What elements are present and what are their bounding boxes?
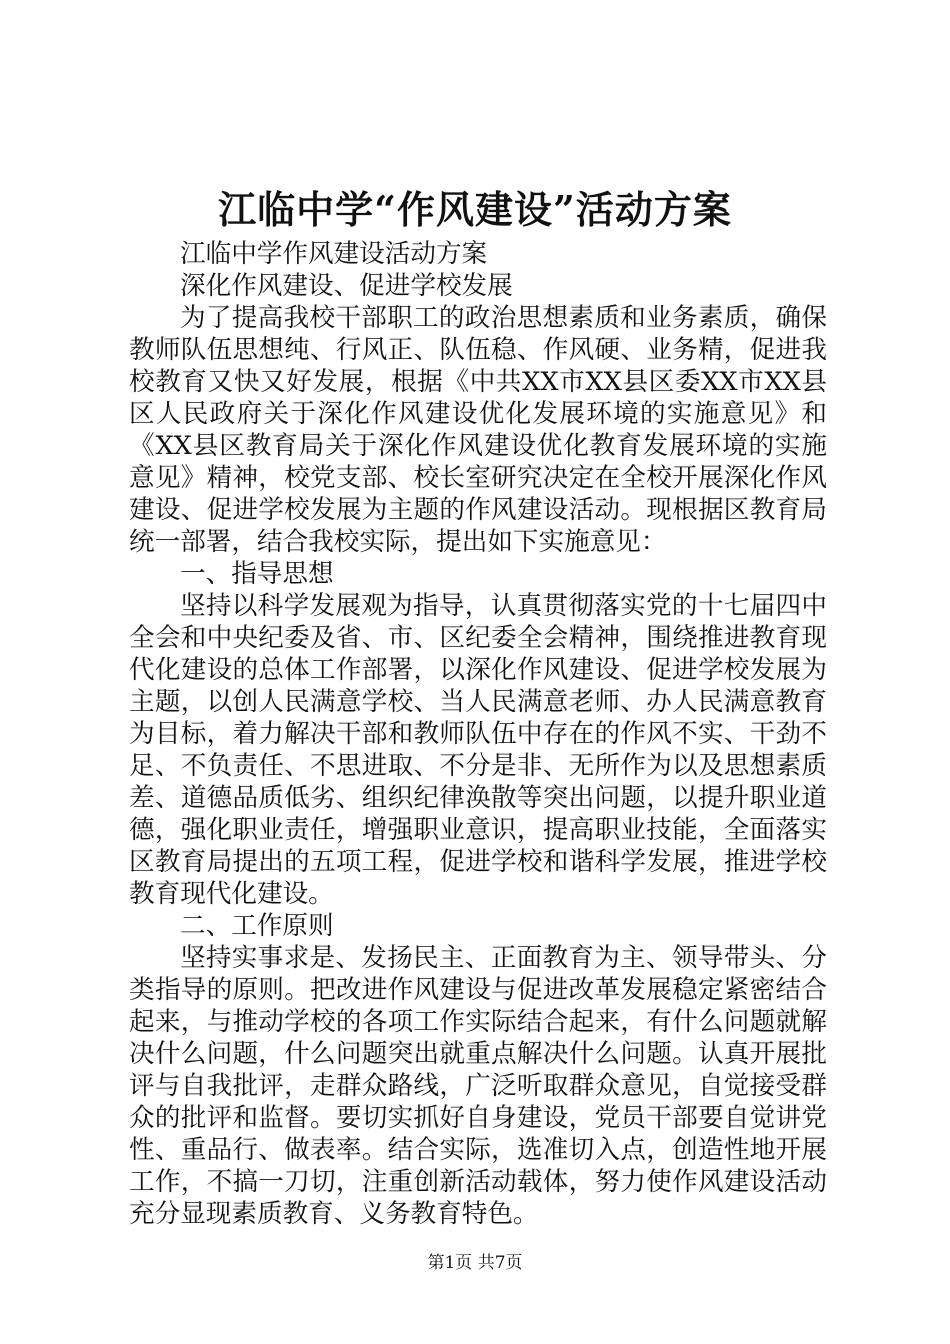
subtitle-line: 江临中学作风建设活动方案: [180, 239, 488, 269]
work-principles-paragraph: 坚持实事求是、发扬民主、正面教育为主、领导带头、分类指导的原则。把改进作风建设与促进改革发展稳定紧密结合起来，与推动学校的各项工作实际结合起来，有什么问题就解决什么问题，什么问题突出就重点解决什么问题。认真开展批评与自我批评，走群众路线，广泛听取群众意见，自觉接受群众的批评和监督。要切实抓好自身建设，党员干部要自觉讲党性、重品行、做表率。结合实际，选准切入点，创造性地开展工作，不搞一刀切，注重创新活动载体，努力使作风建设活动充分显现素质教育、义务教育特色。: [129, 943, 827, 1229]
document-title: 江临中学“作风建设”活动方案: [218, 187, 732, 232]
guiding-ideology-paragraph: 坚持以科学发展观为指导，认真贯彻落实党的十七届四中全会和中央纪委及省、市、区纪委全会精神，围绕推进教育现代化建设的总体工作部署，以深化作风建设、促进学校发展为主题，以创人民满意学校、当人民满意老师、办人民满意教育为目标，着力解决干部和教师队伍中存在的作风不实、干劲不足、不负责任、不思进取、不分是非、无所作为以及思想素质差、道德品质低劣、组织纪律涣散等突出问题，以提升职业道德，强化职业责任，增强职业意识，提高职业技能，全面落实区教育局提出的五项工程，促进学校和谐科学发展，推进学校教育现代化建设。: [129, 591, 827, 909]
section-heading-work-principles: 二、工作原则: [180, 911, 334, 941]
intro-paragraph: 为了提高我校干部职工的政治思想素质和业务素质，确保教师队伍思想纯、行风正、队伍稳、作风硬、业务精，促进我校教育又快又好发展，根据《中共XX市XX县区委XX市XX县区人民政府关于深化作风建设优化发展环境的实施意见》和《XX县区教育局关于深化作风建设优化教育发展环境的实施意见》精神，校党支部、校长室研究决定在全校开展深化作风建设、促进学校发展为主题的作风建设活动。现根据区教育局统一部署，结合我校实际，提出如下实施意见：: [129, 303, 827, 557]
page-number-footer: 第1页 共7页: [427, 1253, 523, 1273]
document-body: [129, 238, 827, 1230]
section-heading-guiding-ideology: 一、指导思想: [180, 559, 334, 589]
theme-line: 深化作风建设、促进学校发展: [180, 271, 513, 301]
